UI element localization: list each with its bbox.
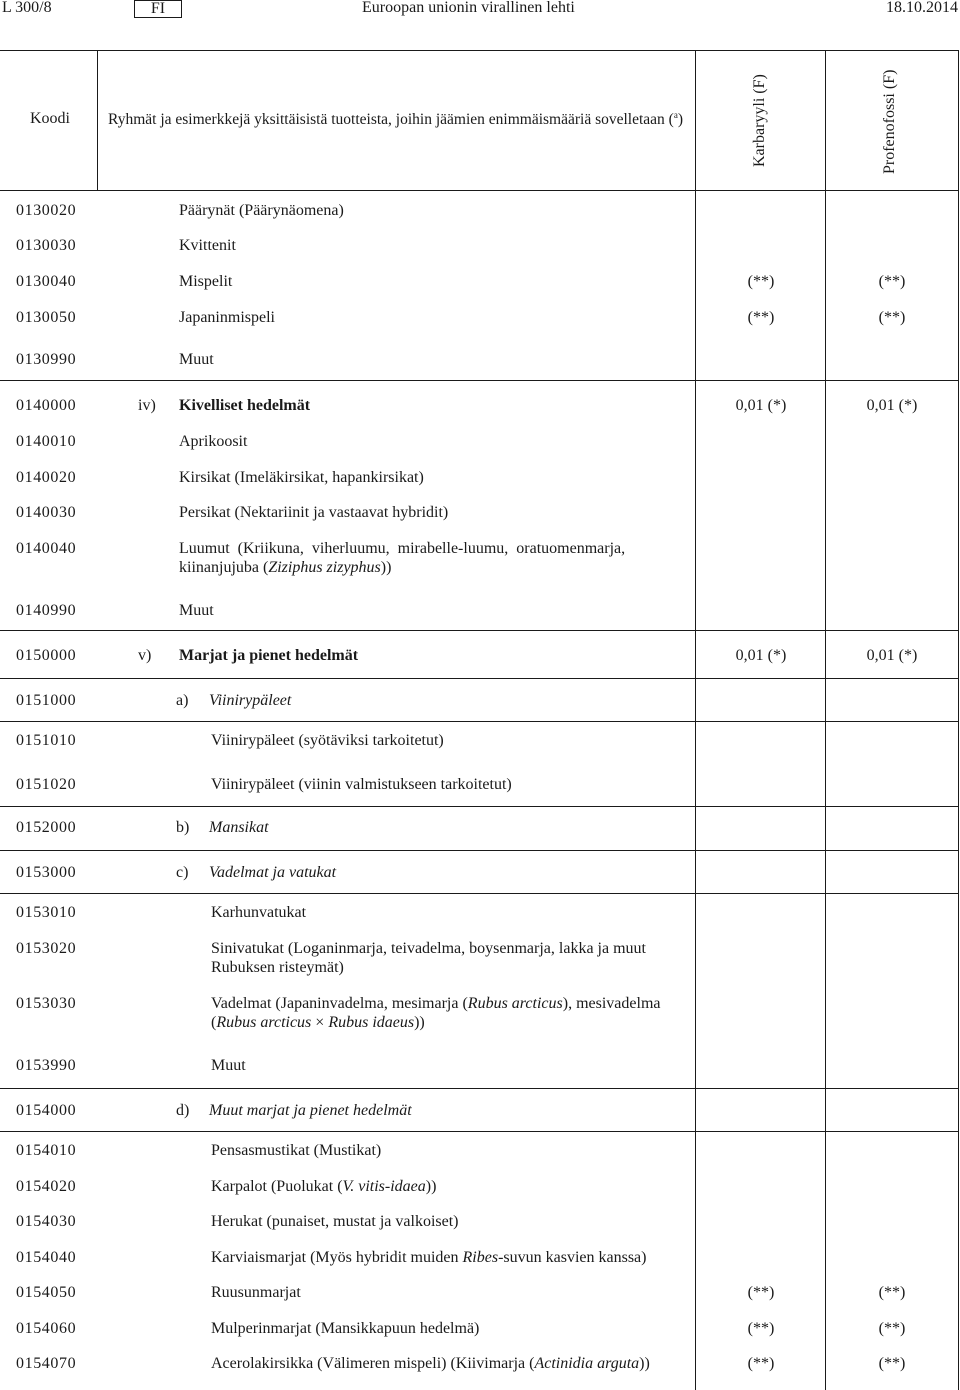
column-divider [97, 50, 98, 190]
subgroup-label: Vadelmat ja vatukat [209, 864, 337, 881]
column-divider [825, 50, 826, 1390]
profenofos-value: (**) [878, 1355, 906, 1372]
row-code: 0140040 [16, 540, 77, 557]
column-header-description: Ryhmät ja esimerkkejä yksittäisistä tuotteista, joihin jäämien enimmäismääriä sovelletaan ($^a$) [108, 110, 684, 129]
row-code: 0152000 [16, 819, 77, 836]
subgroup-letter: c) [176, 864, 189, 881]
row-code: 0153010 [16, 904, 77, 921]
row-code: 0130990 [16, 351, 77, 368]
row-code: 0154030 [16, 1213, 77, 1230]
row-label: Vadelmat (Japaninvadelma, mesimarja (Rubus arcticus), mesivadelma [211, 995, 661, 1012]
profenofos-value: 0,01 (*) [866, 647, 918, 664]
row-code: 0154050 [16, 1284, 77, 1301]
language-badge: FI [134, 0, 182, 18]
row-label: Karhunvatukat [211, 904, 307, 921]
row-code: 0151000 [16, 692, 77, 709]
row-label: Viinirypäleet (syötäviksi tarkoitetut) [211, 732, 444, 749]
column-header-carbaryl: Karbaryyli (F) [751, 74, 768, 167]
row-separator [0, 630, 958, 631]
row-code: 0151020 [16, 776, 77, 793]
group-label: Marjat ja pienet hedelmät [179, 647, 359, 664]
row-code: 0130050 [16, 309, 77, 326]
column-divider [695, 50, 696, 1390]
profenofos-value: (**) [878, 1284, 906, 1301]
row-label: Ruusunmarjat [211, 1284, 301, 1301]
row-label: Luumut (Kriikuna, viherluumu, mirabelle-luumu, oratuomenmarja, [179, 540, 626, 557]
row-code: 0153000 [16, 864, 77, 881]
row-code: 0140990 [16, 602, 77, 619]
carbaryl-value: (**) [747, 1320, 775, 1337]
row-label: Mulperinmarjat (Mansikkapuun hedelmä) [211, 1320, 480, 1337]
row-separator [0, 678, 958, 679]
carbaryl-value: (**) [747, 1284, 775, 1301]
group-label: Kivelliset hedelmät [179, 397, 311, 414]
row-label: Muut [179, 602, 214, 619]
subgroup-letter: d) [176, 1102, 190, 1119]
row-separator [0, 1088, 958, 1089]
row-code: 0140010 [16, 433, 77, 450]
subgroup-letter: a) [176, 692, 189, 709]
row-separator [0, 721, 958, 722]
row-code: 0150000 [16, 647, 77, 664]
row-code: 0130030 [16, 237, 77, 254]
row-label: Mispelit [179, 273, 233, 290]
page-header [0, 0, 960, 20]
row-label: Sinivatukat (Loganinmarja, teivadelma, boysenmarja, lakka ja muut [211, 940, 646, 957]
carbaryl-value: (**) [747, 1355, 775, 1372]
row-code: 0140030 [16, 504, 77, 521]
row-label: Pensasmustikat (Mustikat) [211, 1142, 382, 1159]
column-header-profenofos: Profenofossi (F) [881, 69, 898, 174]
row-label: Kirsikat (Imeläkirsikat, hapankirsikat) [179, 469, 424, 486]
row-code: 0130020 [16, 202, 77, 219]
row-label-line2: (Rubus arcticus × Rubus idaeus)) [211, 1014, 425, 1031]
publication-date: 18.10.2014 [886, 0, 958, 16]
carbaryl-value: (**) [747, 309, 775, 326]
row-label: Karviaismarjat (Myös hybridit muiden Ribes-suvun kasvien kanssa) [211, 1249, 647, 1266]
row-code: 0154060 [16, 1320, 77, 1337]
row-label-line2: Rubuksen risteymät) [211, 959, 344, 976]
row-code: 0153990 [16, 1057, 77, 1074]
row-label: Karpalot (Puolukat (V. vitis-idaea)) [211, 1178, 437, 1195]
row-code: 0140000 [16, 397, 77, 414]
profenofos-value: (**) [878, 1320, 906, 1337]
row-code: 0153020 [16, 940, 77, 957]
subgroup-label: Muut marjat ja pienet hedelmät [209, 1102, 412, 1119]
row-separator [0, 380, 958, 381]
profenofos-value: (**) [878, 309, 906, 326]
row-separator [0, 1131, 958, 1132]
row-separator [0, 850, 958, 851]
row-label-line2: kiinanjujuba (Ziziphus zizyphus)) [179, 559, 392, 576]
row-label: Muut [211, 1057, 246, 1074]
carbaryl-value: (**) [747, 273, 775, 290]
carbaryl-value: 0,01 (*) [735, 647, 787, 664]
journal-reference: L 300/8 [2, 0, 52, 16]
profenofos-value: (**) [878, 273, 906, 290]
row-label: Muut [179, 351, 214, 368]
subgroup-label: Mansikat [209, 819, 269, 836]
column-header-code: Koodi [30, 110, 70, 127]
row-code: 0153030 [16, 995, 77, 1012]
row-code: 0154040 [16, 1249, 77, 1266]
row-label: Persikat (Nektariinit ja vastaavat hybridit) [179, 504, 449, 521]
subgroup-label: Viinirypäleet [209, 692, 292, 709]
row-separator [0, 893, 958, 894]
row-code: 0154070 [16, 1355, 77, 1372]
row-code: 0154010 [16, 1142, 77, 1159]
row-code: 0151010 [16, 732, 77, 749]
row-code: 0154000 [16, 1102, 77, 1119]
carbaryl-value: 0,01 (*) [735, 397, 787, 414]
row-label: Kvittenit [179, 237, 236, 254]
row-separator [0, 806, 958, 807]
table-top-border [0, 50, 958, 51]
row-label: Acerolakirsikka (Välimeren mispeli) (Kiivimarja (Actinidia arguta)) [211, 1355, 650, 1372]
group-number: v) [138, 647, 152, 664]
row-label: Aprikoosit [179, 433, 248, 450]
row-label: Japaninmispeli [179, 309, 275, 326]
group-number: iv) [138, 397, 156, 414]
table-right-border [958, 50, 959, 1390]
row-code: 0130040 [16, 273, 77, 290]
row-label: Päärynät (Päärynäomena) [179, 202, 344, 219]
row-code: 0140020 [16, 469, 77, 486]
subgroup-letter: b) [176, 819, 190, 836]
profenofos-value: 0,01 (*) [866, 397, 918, 414]
row-label: Herukat (punaiset, mustat ja valkoiset) [211, 1213, 459, 1230]
table-header-border [0, 190, 958, 191]
journal-title: Euroopan unionin virallinen lehti [362, 0, 575, 16]
row-code: 0154020 [16, 1178, 77, 1195]
row-label: Viinirypäleet (viinin valmistukseen tarkoitetut) [211, 776, 512, 793]
